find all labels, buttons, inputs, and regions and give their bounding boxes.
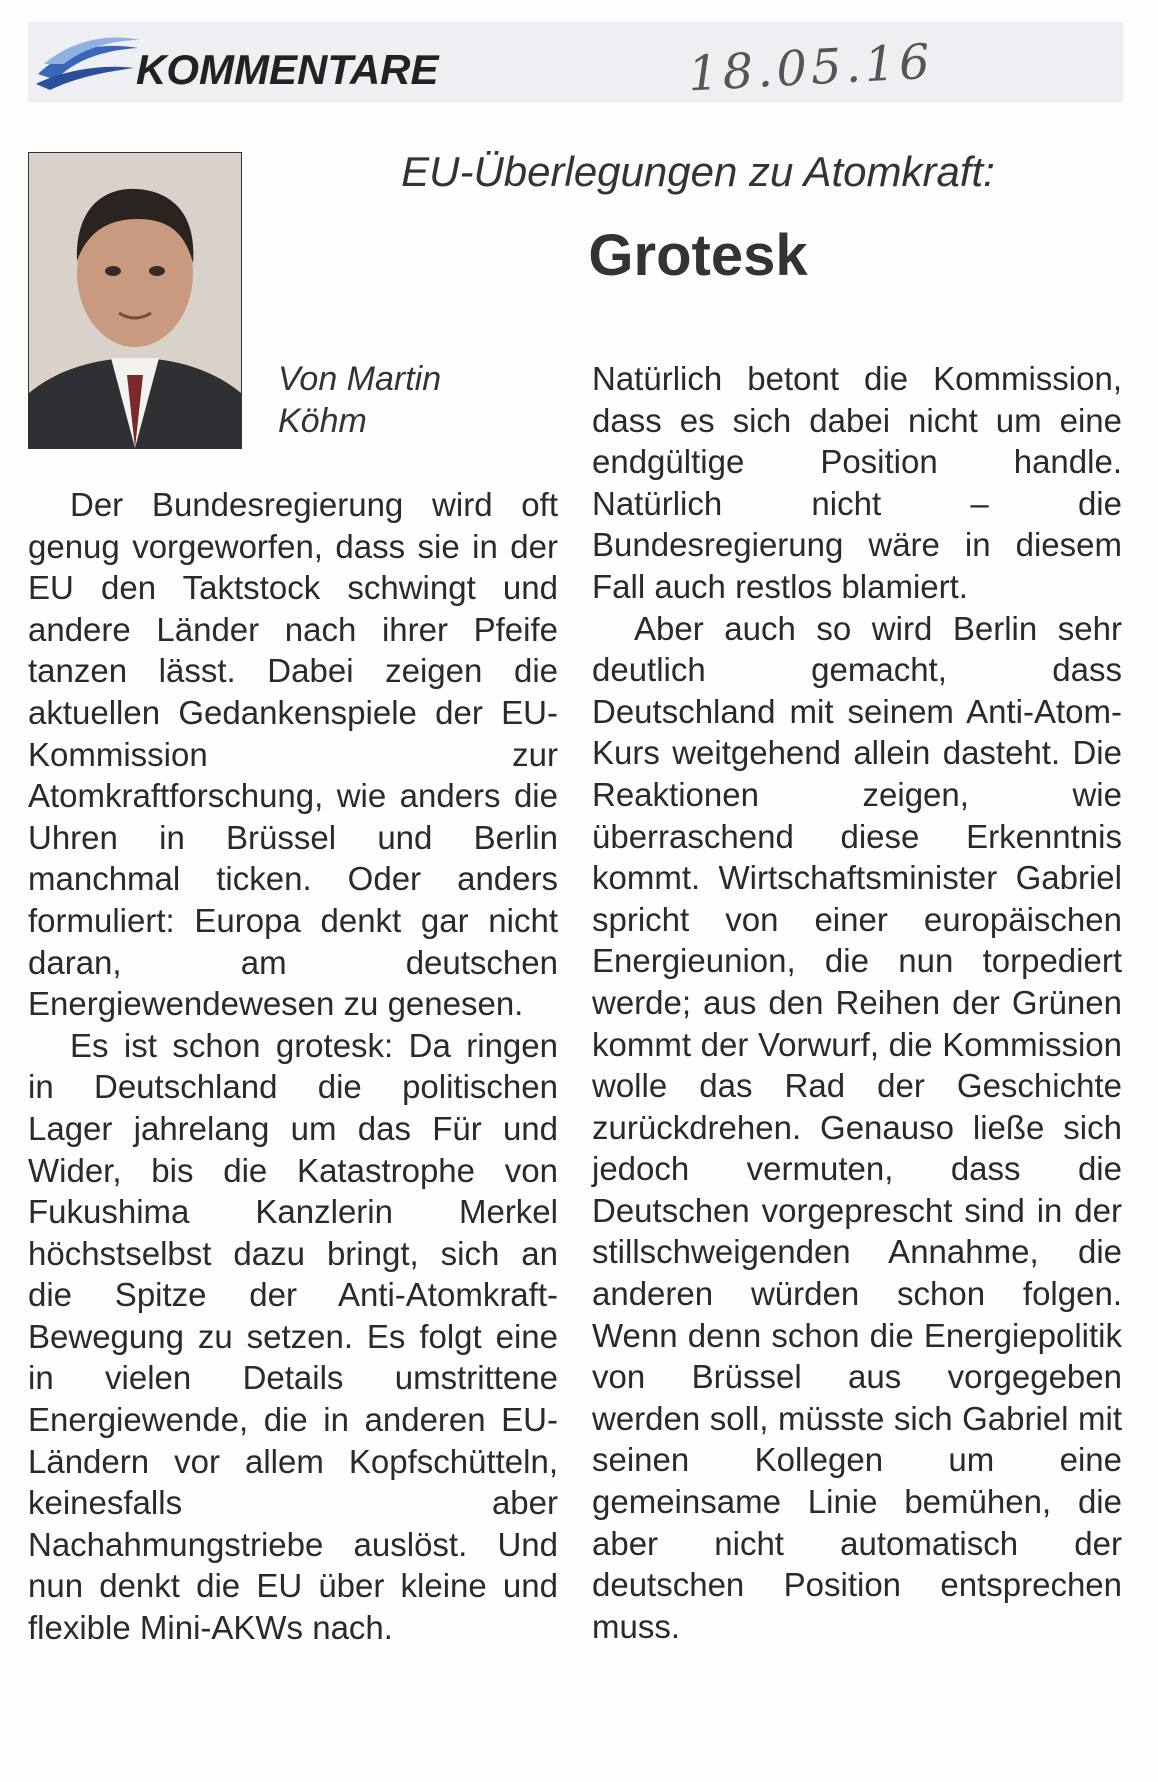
article-headline: Grotesk (588, 223, 808, 288)
article-column-left (28, 484, 558, 1649)
article-kicker: EU-Überlegungen zu Atomkraft: (401, 148, 995, 195)
author-photo-image (29, 153, 241, 448)
article-paragraph: Natürlich betont die Kommission, dass es sich dabei nicht um eine endgültige Position handle. Natürlich nicht – die Bundesregierung wäre in diesem Fall auch restlos blamiert. (592, 360, 1122, 605)
swoosh-logo-icon (34, 34, 144, 90)
article-paragraph: Aber auch so wird Berlin sehr deutlich gemacht, dass Deutschland mit seinem Anti-Atom-Kurs weitgehend allein dasteht. Die Reaktionen zeigen, wie überraschend diese Erkenntnis kommt. Wirtschaftsminister Gabriel spricht von einer europäischen Energieunion, die nun torpediert werde; aus den Reihen der Grünen kommt der Vorwurf, die Kommission wolle das Rad der Geschichte zurückdrehen. Genauso ließe sich jedoch vermuten, dass die Deutschen vorgeprescht sind in der stillschweigenden Annahme, die anderen würden schon folgen. Wenn denn schon die Energiepolitik von Brüssel aus vorgegeben werden soll, müsste sich Gabriel mit seinen Kollegen um eine gemeinsame Linie bemühen, die aber nicht automatisch der deutschen Position entsprechen muss. (592, 609, 1122, 1645)
section-header (28, 22, 1123, 102)
article-column-right (592, 358, 1122, 1647)
section-label: KOMMENTARE (136, 46, 439, 93)
article-byline: Von Martin Köhm (278, 360, 442, 440)
article-paragraph: Der Bundesregierung wird oft genug vorgeworfen, dass sie in der EU den Taktstock schwingt und andere Länder nach ihrer Pfeife tanzen lässt. Dabei zeigen die aktuellen Gedankenspiele der EU-Kommission zur Atomkraftforschung, wie anders die Uhren in Brüssel und Berlin manchmal ticken. Oder anders formuliert: Europa denkt gar nicht daran, am deutschen Energiewendewesen zu genesen. (28, 486, 558, 1023)
article-paragraph: Es ist schon grotesk: Da ringen in Deutschland die politischen Lager jahrelang um das Für und Wider, bis die Katastrophe von Fukushima Kanzlerin Merkel höchstselbst dazu bringt, sich an die Spitze der Anti-Atomkraft-Bewegung zu setzen. Es folgt eine in vielen Details umstrittene Energiewende, die in anderen EU-Ländern vor allem Kopfschütteln, keinesfalls aber Nachahmungstriebe auslöst. Und nun denkt die EU über kleine und flexible Mini-AKWs nach. (28, 1026, 558, 1647)
handwritten-date: 18.05.16 (686, 33, 936, 103)
author-portrait (28, 152, 242, 449)
